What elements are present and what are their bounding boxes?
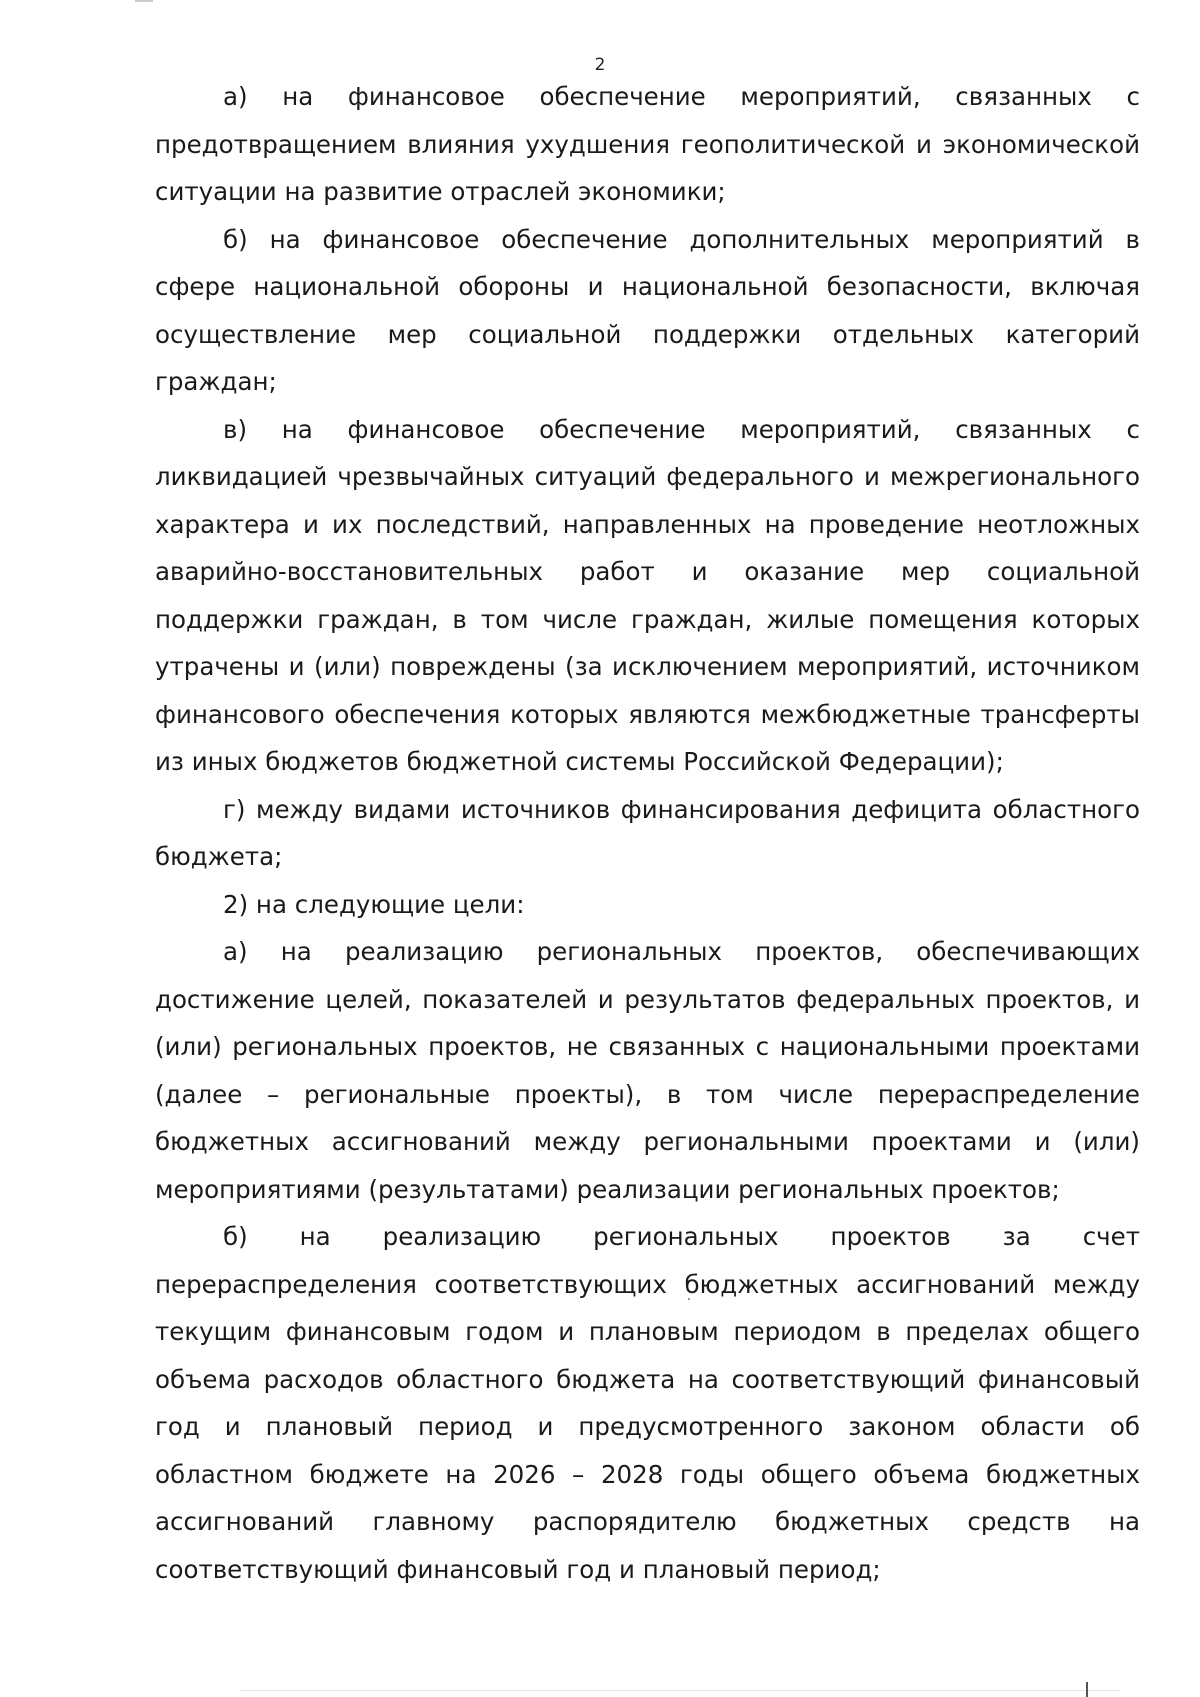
paragraph-2a: а) на реализацию региональных проектов, обеспечивающих достижение целей, показателей и результатов федеральных проектов, и (или) региональных проектов, не связанных с национальными проектами (далее – региональные проекты), в том числе перераспределение бюджетных ассигнований между региональными проектами и (или) мероприятиями (результатами) реализации региональных проектов;: [155, 937, 1140, 1204]
paragraph-1v: в) на финансовое обеспечение мероприятий, связанных с ликвидацией чрезвычайных ситуаций федерального и межрегионального характера и их последствий, направленных на проведение неотложных аварийно-восстановительных работ и оказание мер социальной поддержки граждан, в том числе граждан, жилые помещения которых утрачены и (или) повреждены (за исключением мероприятий, источником финансового обеспечения которых являются межбюджетные трансферты из иных бюджетов бюджетной системы Российской Федерации);: [155, 414, 1140, 776]
page-number: 2: [594, 55, 606, 75]
paragraph-2b: б) на реализацию региональных проектов за счет перераспределения соответствующих бюджетных ассигнований между текущим финансовым годом и плановым периодом в пределах общего объема расходов областного бюджета на соответствующий финансовый год и плановый период и предусмотренного законом области об областном бюджете на 2026 – 2028 годы общего объема бюджетных ассигнований главному распорядителю бюджетных средств на соответствующий финансовый год и плановый период;: [155, 1222, 1140, 1584]
paragraph-1g: г) между видами источников финансирования дефицита областного бюджета;: [155, 794, 1140, 871]
scan-artifact-top: [135, 0, 153, 2]
paragraph-2-heading: 2) на следующие цели:: [223, 889, 525, 919]
paragraph-1b: б) на финансовое обеспечение дополнительных мероприятий в сфере национальной обороны и национальной безопасности, включая осуществление мер социальной поддержки отдельных категорий граждан;: [155, 224, 1140, 396]
scan-artifact-dot: [688, 1298, 690, 1300]
paragraph-1a: а) на финансовое обеспечение мероприятий, связанных с предотвращением влияния ухудшения геополитической и экономической ситуации на развитие отраслей экономики;: [155, 82, 1140, 206]
scan-artifact-bottom-line: [240, 1690, 1120, 1691]
document-body: [155, 73, 1140, 1593]
scan-artifact-bottom-tick: [1086, 1682, 1088, 1697]
